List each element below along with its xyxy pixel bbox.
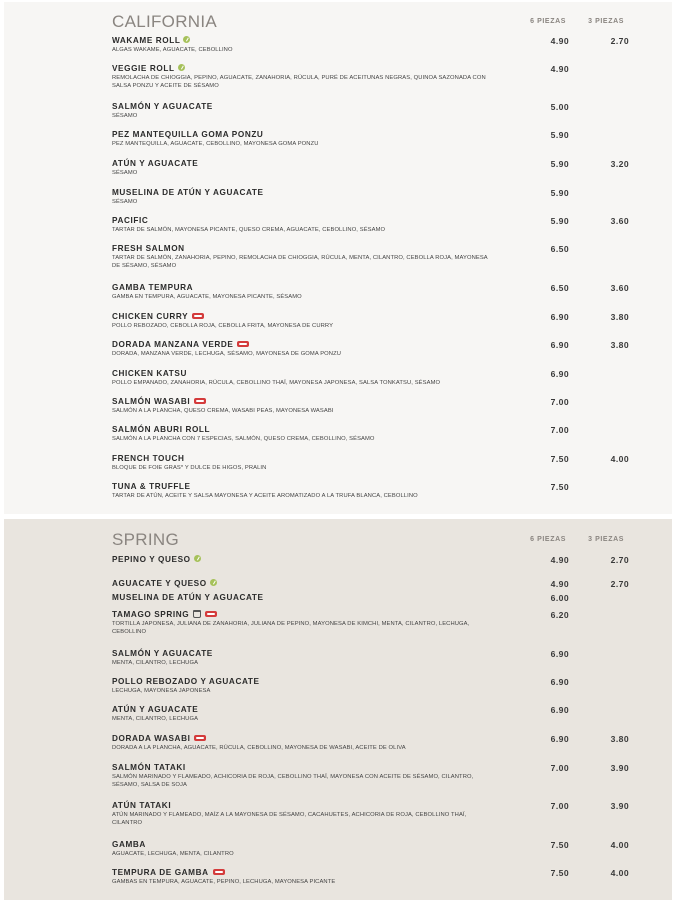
item-name [112, 397, 652, 407]
price-3-pieces: 4.00 [610, 840, 629, 850]
menu-item [112, 555, 652, 565]
menu-item [112, 340, 652, 359]
item-description: POLLO REBOZADO, CEBOLLA ROJA, CEBOLLA FRITA, MAYONESA DE CURRY [112, 323, 334, 329]
price-3-pieces: 3.90 [610, 763, 629, 773]
item-description: SALMÓN A LA PLANCHA CON 7 ESPECIAS, SALMÓN, QUESO CREMA, CEBOLLINO, SÉSAMO [112, 436, 375, 442]
price-6-pieces: 7.50 [550, 454, 569, 464]
item-name-text: WAKAME ROLL [112, 36, 181, 45]
item-name-text: TAMAGO SPRING [112, 610, 190, 619]
section-title: SPRING [112, 530, 179, 549]
item-description: TARTAR DE ATÚN, ACEITE Y SALSA MAYONESA Y ACEITE AROMATIZADO A LA TRUFA BLANCA, CEBOLLINO [112, 493, 418, 499]
price-6-pieces: 4.90 [550, 36, 569, 46]
price-6-pieces: 4.90 [550, 555, 569, 565]
item-name [112, 130, 652, 140]
item-name-text: SALMÓN WASABI [112, 397, 191, 406]
price-6-pieces: 5.00 [550, 102, 569, 112]
california-section [4, 2, 672, 514]
item-name [112, 763, 652, 773]
item-name-text: ATÚN Y AGUACATE [112, 705, 199, 714]
menu-item [112, 763, 652, 789]
item-description: SÉSAMO [112, 199, 138, 205]
menu-item [112, 397, 652, 416]
item-name [112, 610, 652, 620]
section-title: CALIFORNIA [112, 12, 218, 31]
price-3-pieces: 3.80 [610, 312, 629, 322]
item-name [112, 454, 652, 464]
item-name [112, 840, 652, 850]
item-name [112, 216, 652, 226]
column-header-6-pieces: 6 PIEZAS [530, 18, 566, 25]
menu-item [112, 579, 652, 589]
price-6-pieces: 7.00 [550, 425, 569, 435]
column-header-6-pieces: 6 PIEZAS [530, 536, 566, 543]
price-6-pieces: 6.90 [550, 312, 569, 322]
item-name-text: SALMÓN Y AGUACATE [112, 102, 213, 111]
vegetarian-icon [178, 64, 185, 71]
spicy-icon [194, 735, 206, 741]
menu-item [112, 454, 652, 473]
item-name [112, 244, 652, 254]
price-6-pieces: 7.50 [550, 482, 569, 492]
price-3-pieces: 3.60 [610, 216, 629, 226]
menu-item [112, 593, 652, 603]
item-name [112, 482, 652, 492]
vegetarian-icon [194, 555, 201, 562]
item-name-text: FRENCH TOUCH [112, 454, 185, 463]
item-name-text: SALMÓN ABURI ROLL [112, 425, 211, 434]
price-6-pieces: 6.90 [550, 649, 569, 659]
item-name [112, 283, 652, 293]
tamago-icon [193, 610, 201, 618]
item-description: SÉSAMO [112, 113, 138, 119]
menu-item [112, 369, 652, 388]
item-name [112, 64, 652, 74]
price-6-pieces: 7.00 [550, 801, 569, 811]
price-3-pieces: 3.20 [610, 159, 629, 169]
item-description: TORTILLA JAPONESA, JULIANA DE ZANAHORIA, JULIANA DE PEPINO, MAYONESA DE KIMCHI, MENTA, CILANTRO, LECHUGA, CEBOLLINO [112, 621, 470, 635]
spicy-icon [237, 341, 249, 347]
price-6-pieces: 4.90 [550, 579, 569, 589]
menu-item [112, 610, 652, 636]
menu-item [112, 188, 652, 207]
price-3-pieces: 3.60 [610, 283, 629, 293]
item-description: MENTA, CILANTRO, LECHUGA [112, 716, 199, 722]
item-name-text: POLLO REBOZADO Y AGUACATE [112, 677, 260, 686]
item-name [112, 36, 652, 46]
menu-item [112, 312, 652, 331]
menu-item [112, 425, 652, 444]
menu-item [112, 244, 652, 270]
price-6-pieces: 4.90 [550, 64, 569, 74]
item-description: TARTAR DE SALMÓN, MAYONESA PICANTE, QUESO CREMA, AGUACATE, CEBOLLINO, SÉSAMO [112, 227, 386, 233]
price-6-pieces: 6.90 [550, 677, 569, 687]
item-name-text: VEGGIE ROLL [112, 64, 175, 73]
spicy-icon [192, 313, 204, 319]
price-6-pieces: 7.50 [550, 868, 569, 878]
item-name-text: ATÚN TATAKI [112, 801, 172, 810]
menu-item [112, 649, 652, 668]
item-name [112, 425, 652, 435]
price-3-pieces: 2.70 [610, 579, 629, 589]
price-6-pieces: 6.50 [550, 283, 569, 293]
menu-item [112, 283, 652, 302]
price-3-pieces: 3.80 [610, 340, 629, 350]
item-description: DORADA A LA PLANCHA, AGUACATE, RÚCULA, CEBOLLINO, MAYONESA DE WASABI, ACEITE DE OLIVA [112, 745, 406, 751]
item-description: DORADA, MANZANA VERDE, LECHUGA, SÉSAMO, MAYONESA DE GOMA PONZU [112, 351, 341, 357]
price-3-pieces: 3.90 [610, 801, 629, 811]
item-name-text: DORADA WASABI [112, 734, 191, 743]
item-name [112, 188, 652, 198]
item-description: BLOQUE DE FOIE GRAS* Y DULCE DE HIGOS, PRALIN [112, 465, 267, 471]
menu-item [112, 801, 652, 827]
column-header-3-pieces: 3 PIEZAS [588, 18, 624, 25]
price-3-pieces: 4.00 [610, 868, 629, 878]
menu-item [112, 130, 652, 149]
item-name-text: TUNA & TRUFFLE [112, 482, 191, 491]
item-name-text: AGUACATE Y QUESO [112, 579, 207, 588]
spring-section [4, 519, 672, 900]
item-name [112, 159, 652, 169]
item-name-text: PEPINO Y QUESO [112, 555, 191, 564]
menu-item [112, 677, 652, 696]
price-6-pieces: 6.90 [550, 340, 569, 350]
menu-item [112, 102, 652, 121]
item-name-text: CHICKEN CURRY [112, 312, 189, 321]
item-name-text: PACIFIC [112, 216, 149, 225]
item-description: AGUACATE, LECHUGA, MENTA, CILANTRO [112, 851, 234, 857]
item-name-text: GAMBA [112, 840, 146, 849]
item-name [112, 649, 652, 659]
item-name [112, 677, 652, 687]
price-6-pieces: 5.90 [550, 130, 569, 140]
menu-item [112, 64, 652, 90]
price-6-pieces: 6.90 [550, 734, 569, 744]
price-6-pieces: 5.90 [550, 188, 569, 198]
vegetarian-icon [183, 36, 190, 43]
menu-item [112, 868, 652, 887]
menu-item [112, 705, 652, 724]
price-3-pieces: 2.70 [610, 555, 629, 565]
price-3-pieces: 3.80 [610, 734, 629, 744]
item-description: ATÚN MARINADO Y FLAMEADO, MAÍZ A LA MAYONESA DE SÉSAMO, CACAHUETES, ACHICORIA DE ROJA, CEBOLLINO THAÏ, CILANTRO [112, 812, 467, 826]
column-header-3-pieces: 3 PIEZAS [588, 536, 624, 543]
item-description: TARTAR DE SALMÓN, ZANAHORIA, PEPINO, REMOLACHA DE CHIOGGIA, RÚCULA, MENTA, CILANTRO, CEBOLLA ROJA, MAYONESA DE SÉSAMO, SÉSAMO [112, 255, 488, 269]
item-name [112, 102, 652, 112]
item-name-text: TEMPURA DE GAMBA [112, 868, 209, 877]
item-name [112, 579, 652, 589]
item-description: MENTA, CILANTRO, LECHUGA [112, 660, 199, 666]
item-name-text: MUSELINA DE ATÚN Y AGUACATE [112, 593, 264, 602]
item-name-text: SALMÓN Y AGUACATE [112, 649, 213, 658]
item-description: GAMBAS EN TEMPURA, AGUACATE, PEPINO, LECHUGA, MAYONESA PICANTE [112, 879, 336, 885]
price-6-pieces: 7.50 [550, 840, 569, 850]
item-description: REMOLACHA DE CHIOGGIA, PEPINO, AGUACATE, ZANAHORIA, RÚCULA, PURÉ DE ACEITUNAS NEGRAS, QUINOA SAZONADA CON SALSA PONZU Y ACEITE DE SÉSAMO [112, 75, 486, 89]
price-6-pieces: 6.50 [550, 244, 569, 254]
price-6-pieces: 7.00 [550, 763, 569, 773]
item-name [112, 868, 652, 878]
item-name [112, 340, 652, 350]
item-description: PEZ MANTEQUILLA, AGUACATE, CEBOLLINO, MAYONESA GOMA PONZU [112, 141, 319, 147]
spicy-icon [205, 611, 217, 617]
spicy-icon [213, 869, 225, 875]
item-description: LECHUGA, MAYONESA JAPONESA [112, 688, 211, 694]
price-6-pieces: 7.00 [550, 397, 569, 407]
item-name-text: ATÚN Y AGUACATE [112, 159, 199, 168]
menu-item [112, 734, 652, 753]
price-6-pieces: 6.90 [550, 705, 569, 715]
item-name-text: FRESH SALMON [112, 244, 185, 253]
item-name-text: GAMBA TEMPURA [112, 283, 194, 292]
item-name [112, 369, 652, 379]
item-name-text: PEZ MANTEQUILLA GOMA PONZU [112, 130, 264, 139]
item-name-text: DORADA MANZANA VERDE [112, 340, 234, 349]
item-name [112, 312, 652, 322]
menu-item [112, 159, 652, 178]
vegetarian-icon [210, 579, 217, 586]
item-description: SALMÓN MARINADO Y FLAMEADO, ACHICORIA DE ROJA, CEBOLLINO THAÏ, MAYONESA CON ACEITE DE SÉSAMO, CILANTRO, SÉSAMO, SALSA DE SOJA [112, 774, 474, 788]
item-name [112, 801, 652, 811]
item-name [112, 555, 652, 565]
price-3-pieces: 4.00 [610, 454, 629, 464]
item-description: ALGAS WAKAME, AGUACATE, CEBOLLINO [112, 47, 233, 53]
price-6-pieces: 6.20 [550, 610, 569, 620]
menu-item [112, 36, 652, 55]
item-name-text: SALMÓN TATAKI [112, 763, 186, 772]
item-description: POLLO EMPANADO, ZANAHORIA, RÚCULA, CEBOLLINO THAÏ, MAYONESA JAPONESA, SALSA TONKATSU, SÉSAMO [112, 380, 441, 386]
price-6-pieces: 5.90 [550, 216, 569, 226]
item-description: SALMÓN A LA PLANCHA, QUESO CREMA, WASABI PEAS, MAYONESA WASABI [112, 408, 334, 414]
price-6-pieces: 6.00 [550, 593, 569, 603]
item-name [112, 734, 652, 744]
price-6-pieces: 5.90 [550, 159, 569, 169]
item-description: GAMBA EN TEMPURA, AGUACATE, MAYONESA PICANTE, SÉSAMO [112, 294, 302, 300]
item-name [112, 705, 652, 715]
menu-item [112, 482, 652, 501]
menu-item [112, 840, 652, 859]
spicy-icon [194, 398, 206, 404]
price-6-pieces: 6.90 [550, 369, 569, 379]
item-name-text: CHICKEN KATSU [112, 369, 187, 378]
item-name-text: MUSELINA DE ATÚN Y AGUACATE [112, 188, 264, 197]
item-name [112, 593, 652, 603]
price-3-pieces: 2.70 [610, 36, 629, 46]
item-description: SÉSAMO [112, 170, 138, 176]
menu-item [112, 216, 652, 235]
